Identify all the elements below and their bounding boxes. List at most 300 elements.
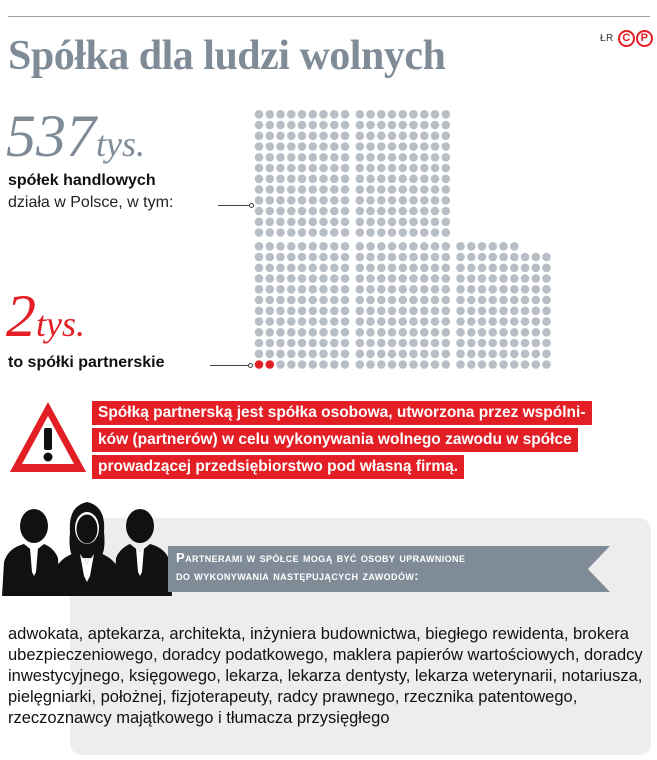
company-dot xyxy=(532,253,541,262)
company-dot xyxy=(431,110,440,119)
company-dot xyxy=(341,153,350,162)
company-dot xyxy=(388,285,397,294)
company-dot xyxy=(255,317,264,326)
company-dot xyxy=(266,317,275,326)
company-dot xyxy=(287,196,296,205)
company-dot xyxy=(356,242,365,251)
company-dot xyxy=(431,207,440,216)
professions-list: adwokata, aptekarza, architekta, inżyniera budownictwa, biegłego rewidenta, brokera ubezpieczeniowego, doradcy podatkowego, maklera papierów wartościowych, doradcy inwestycyjnego, księgowego, lekarza, lekarza dentysty, lekarza weterynarii, notariusza, pielęgniarki, położnej, fizjoterapeuty, radcy prawnego, rzecznika patentowego, rzeczoznawcy majątkowego i tłumacza przysięgłego xyxy=(8,625,643,727)
company-dot xyxy=(409,328,418,337)
company-dot xyxy=(521,285,530,294)
company-dot xyxy=(499,242,508,251)
company-dot xyxy=(319,296,328,305)
company-dot xyxy=(356,132,365,141)
company-dot xyxy=(356,328,365,337)
company-dot xyxy=(377,164,386,173)
company-dot xyxy=(388,274,397,283)
company-dot xyxy=(309,317,318,326)
company-dot xyxy=(499,350,508,359)
total-label-line1: spółek handlowych xyxy=(8,172,156,189)
company-dot xyxy=(499,264,508,273)
company-dot xyxy=(287,242,296,251)
company-dot xyxy=(521,307,530,316)
company-dot xyxy=(287,339,296,348)
company-dot xyxy=(266,350,275,359)
company-dot xyxy=(309,185,318,194)
company-dot xyxy=(255,207,264,216)
partner-dot xyxy=(266,360,275,369)
company-dot xyxy=(510,296,519,305)
company-dot xyxy=(399,264,408,273)
company-dot xyxy=(255,228,264,237)
company-dot xyxy=(399,253,408,262)
company-dot xyxy=(388,296,397,305)
company-dot xyxy=(377,196,386,205)
company-dot xyxy=(409,175,418,184)
company-dot xyxy=(431,153,440,162)
company-dot xyxy=(377,142,386,151)
company-dot xyxy=(510,264,519,273)
company-dot xyxy=(287,253,296,262)
company-dot xyxy=(377,339,386,348)
company-dot xyxy=(255,253,264,262)
company-dot xyxy=(377,110,386,119)
company-dot xyxy=(356,274,365,283)
company-dot xyxy=(330,121,339,130)
company-dot xyxy=(366,307,375,316)
company-dot xyxy=(287,132,296,141)
company-dot xyxy=(319,207,328,216)
company-dot xyxy=(510,253,519,262)
company-dot xyxy=(420,121,429,130)
company-dot xyxy=(489,339,498,348)
company-dot xyxy=(442,228,451,237)
partner-unit: tys. xyxy=(36,304,85,344)
company-dot xyxy=(319,350,328,359)
company-dot xyxy=(276,242,285,251)
company-dot xyxy=(319,285,328,294)
company-dot xyxy=(356,207,365,216)
company-dot xyxy=(542,253,551,262)
company-dot xyxy=(499,253,508,262)
company-dot xyxy=(319,142,328,151)
company-dot xyxy=(255,121,264,130)
company-dot xyxy=(521,296,530,305)
company-dot xyxy=(420,360,429,369)
company-dot xyxy=(356,360,365,369)
company-dot xyxy=(442,132,451,141)
company-dot xyxy=(442,328,451,337)
company-dot xyxy=(287,317,296,326)
partners-heading xyxy=(176,549,596,585)
company-dot xyxy=(356,296,365,305)
company-dot xyxy=(377,242,386,251)
company-dot xyxy=(287,264,296,273)
company-dot xyxy=(510,328,519,337)
company-dot xyxy=(341,328,350,337)
company-dot xyxy=(542,328,551,337)
company-dot xyxy=(420,317,429,326)
company-dot xyxy=(356,142,365,151)
company-dot xyxy=(276,317,285,326)
company-dot xyxy=(409,296,418,305)
company-dot xyxy=(276,350,285,359)
company-dot xyxy=(521,317,530,326)
company-dot xyxy=(366,228,375,237)
company-dot xyxy=(298,274,307,283)
company-dot xyxy=(442,218,451,227)
company-dot xyxy=(399,285,408,294)
company-dot xyxy=(341,350,350,359)
company-dot xyxy=(456,317,465,326)
company-dot xyxy=(388,196,397,205)
company-dot xyxy=(341,175,350,184)
company-dot xyxy=(442,196,451,205)
company-dot xyxy=(298,121,307,130)
company-dot xyxy=(442,307,451,316)
total-value: 537 xyxy=(6,103,96,169)
company-dot xyxy=(309,253,318,262)
company-dot xyxy=(409,121,418,130)
company-dot xyxy=(319,218,328,227)
company-dot xyxy=(399,307,408,316)
company-dot xyxy=(298,207,307,216)
company-dot xyxy=(478,296,487,305)
company-dot xyxy=(388,360,397,369)
company-dot xyxy=(467,328,476,337)
company-dot xyxy=(366,274,375,283)
company-dot xyxy=(276,307,285,316)
company-dot xyxy=(341,285,350,294)
company-dot xyxy=(356,164,365,173)
company-dot xyxy=(319,307,328,316)
company-dot xyxy=(330,164,339,173)
company-dot xyxy=(298,296,307,305)
company-dot xyxy=(366,142,375,151)
company-dot xyxy=(319,253,328,262)
company-dot xyxy=(266,153,275,162)
company-dot xyxy=(442,164,451,173)
company-dot xyxy=(366,175,375,184)
company-dot xyxy=(510,242,519,251)
company-dot xyxy=(442,185,451,194)
company-dot xyxy=(399,328,408,337)
company-dot xyxy=(366,360,375,369)
company-dot xyxy=(287,360,296,369)
company-dot xyxy=(431,253,440,262)
company-dot xyxy=(276,274,285,283)
company-dot xyxy=(388,242,397,251)
company-dot xyxy=(377,207,386,216)
company-dot xyxy=(442,110,451,119)
company-dot xyxy=(510,339,519,348)
company-dot xyxy=(341,360,350,369)
company-dot xyxy=(409,317,418,326)
company-dot xyxy=(409,242,418,251)
company-dot xyxy=(356,285,365,294)
company-dot xyxy=(431,175,440,184)
company-dot xyxy=(330,242,339,251)
company-dot xyxy=(330,360,339,369)
company-dot xyxy=(356,307,365,316)
company-dot xyxy=(377,228,386,237)
company-dot xyxy=(255,350,264,359)
company-dot xyxy=(431,328,440,337)
company-dot xyxy=(287,350,296,359)
company-dot xyxy=(456,274,465,283)
company-dot xyxy=(366,132,375,141)
company-dot xyxy=(420,228,429,237)
company-dot xyxy=(341,132,350,141)
company-dot xyxy=(442,317,451,326)
company-dot xyxy=(510,360,519,369)
company-dot xyxy=(298,253,307,262)
company-dot xyxy=(366,218,375,227)
company-dot xyxy=(377,317,386,326)
company-dot xyxy=(420,175,429,184)
company-dot xyxy=(330,307,339,316)
company-dot xyxy=(366,350,375,359)
company-dot xyxy=(489,307,498,316)
company-dot xyxy=(366,285,375,294)
company-dot xyxy=(309,242,318,251)
company-dot xyxy=(467,339,476,348)
company-dot xyxy=(431,285,440,294)
company-dot xyxy=(276,218,285,227)
company-dot xyxy=(521,328,530,337)
company-dot xyxy=(266,285,275,294)
company-dot xyxy=(298,164,307,173)
company-dot xyxy=(276,132,285,141)
company-dot xyxy=(456,339,465,348)
company-dot xyxy=(478,350,487,359)
company-dot xyxy=(467,253,476,262)
company-dot xyxy=(431,228,440,237)
company-dot xyxy=(409,274,418,283)
partners-heading-line2: do wykonywania następujących zawodów: xyxy=(176,568,419,583)
company-dot xyxy=(377,285,386,294)
company-dot xyxy=(255,307,264,316)
company-dot xyxy=(499,360,508,369)
company-dot xyxy=(499,328,508,337)
company-dot xyxy=(309,153,318,162)
company-dot xyxy=(388,317,397,326)
company-dot xyxy=(467,264,476,273)
company-dot xyxy=(341,196,350,205)
company-dot xyxy=(377,153,386,162)
company-dot xyxy=(399,110,408,119)
company-dot xyxy=(330,339,339,348)
company-dot xyxy=(399,218,408,227)
company-dot xyxy=(399,196,408,205)
company-dot xyxy=(442,274,451,283)
company-dot xyxy=(366,253,375,262)
company-dot xyxy=(478,253,487,262)
company-dot xyxy=(287,164,296,173)
company-dot xyxy=(319,121,328,130)
company-dot xyxy=(542,317,551,326)
company-dot xyxy=(255,274,264,283)
company-dot xyxy=(442,253,451,262)
company-dot xyxy=(399,207,408,216)
company-dot xyxy=(420,164,429,173)
company-dot xyxy=(409,185,418,194)
company-dot xyxy=(356,185,365,194)
company-dot xyxy=(319,360,328,369)
company-dot xyxy=(489,350,498,359)
company-dot xyxy=(442,142,451,151)
company-dot xyxy=(442,285,451,294)
company-dot xyxy=(431,264,440,273)
company-dot xyxy=(319,328,328,337)
company-dot xyxy=(456,285,465,294)
company-dot xyxy=(309,142,318,151)
company-dot xyxy=(366,296,375,305)
company-dot xyxy=(521,253,530,262)
company-dot xyxy=(266,164,275,173)
cp-logo: C P xyxy=(618,30,653,47)
company-dot xyxy=(298,350,307,359)
company-dot xyxy=(431,142,440,151)
company-dot xyxy=(298,339,307,348)
company-dot xyxy=(478,317,487,326)
company-dot xyxy=(388,153,397,162)
company-dot xyxy=(330,132,339,141)
company-dot xyxy=(388,339,397,348)
company-dot xyxy=(341,274,350,283)
company-dot xyxy=(341,164,350,173)
total-unit: tys. xyxy=(96,124,145,164)
company-dot xyxy=(399,274,408,283)
company-dot xyxy=(420,285,429,294)
company-dot xyxy=(388,350,397,359)
company-dot xyxy=(399,242,408,251)
company-dot xyxy=(366,196,375,205)
company-dot xyxy=(330,274,339,283)
company-dot xyxy=(399,164,408,173)
company-dot xyxy=(377,274,386,283)
company-dot xyxy=(478,285,487,294)
company-dot xyxy=(298,360,307,369)
company-dot xyxy=(309,307,318,316)
company-dot xyxy=(266,175,275,184)
company-dot xyxy=(309,164,318,173)
company-dot xyxy=(356,110,365,119)
company-dot xyxy=(298,264,307,273)
company-dot xyxy=(319,242,328,251)
company-dot xyxy=(499,285,508,294)
company-dot xyxy=(309,274,318,283)
company-dot xyxy=(521,339,530,348)
company-dot xyxy=(276,360,285,369)
company-dot xyxy=(287,218,296,227)
company-dot xyxy=(489,285,498,294)
partner-value: 2 xyxy=(6,283,36,349)
company-dot xyxy=(266,339,275,348)
company-dot xyxy=(420,242,429,251)
company-dot xyxy=(442,339,451,348)
company-dot xyxy=(298,196,307,205)
company-dot xyxy=(287,285,296,294)
company-dot xyxy=(467,285,476,294)
company-dot xyxy=(532,317,541,326)
company-dot xyxy=(366,185,375,194)
company-dot xyxy=(298,328,307,337)
company-dot xyxy=(356,339,365,348)
company-dot xyxy=(420,307,429,316)
company-dot xyxy=(542,307,551,316)
company-dot xyxy=(330,110,339,119)
company-dot xyxy=(276,153,285,162)
company-dot xyxy=(431,196,440,205)
company-dot xyxy=(276,175,285,184)
company-dot xyxy=(510,285,519,294)
company-dot xyxy=(420,350,429,359)
company-dot xyxy=(542,264,551,273)
company-dot xyxy=(356,121,365,130)
company-dot xyxy=(276,185,285,194)
company-dot xyxy=(431,307,440,316)
company-dot xyxy=(276,121,285,130)
company-dot xyxy=(255,153,264,162)
company-dot xyxy=(420,218,429,227)
company-dot xyxy=(276,328,285,337)
company-dot xyxy=(298,110,307,119)
company-dot xyxy=(532,360,541,369)
company-dot xyxy=(499,296,508,305)
company-dot xyxy=(510,274,519,283)
company-dot xyxy=(442,360,451,369)
company-dot xyxy=(489,274,498,283)
company-dot xyxy=(542,296,551,305)
company-dot xyxy=(442,242,451,251)
company-dot xyxy=(356,317,365,326)
company-dot xyxy=(431,296,440,305)
company-dot xyxy=(399,228,408,237)
company-dot xyxy=(330,350,339,359)
company-dot xyxy=(356,253,365,262)
company-dot xyxy=(399,360,408,369)
company-dot xyxy=(377,360,386,369)
page-title: Spółka dla ludzi wolnych xyxy=(8,33,446,79)
company-dot xyxy=(431,242,440,251)
company-dot xyxy=(255,296,264,305)
company-dot xyxy=(341,317,350,326)
company-dot xyxy=(341,110,350,119)
company-dot xyxy=(399,121,408,130)
company-dot xyxy=(542,274,551,283)
company-dot xyxy=(266,242,275,251)
company-dot xyxy=(532,296,541,305)
company-dot xyxy=(399,350,408,359)
company-dot xyxy=(521,360,530,369)
company-dot xyxy=(309,350,318,359)
company-dot xyxy=(287,153,296,162)
company-dot xyxy=(341,307,350,316)
company-dot xyxy=(489,328,498,337)
company-dot xyxy=(298,153,307,162)
company-dot xyxy=(377,328,386,337)
company-dot xyxy=(309,328,318,337)
company-dot xyxy=(409,142,418,151)
company-dot xyxy=(399,185,408,194)
company-dot xyxy=(409,253,418,262)
company-dot xyxy=(478,264,487,273)
company-dot xyxy=(341,218,350,227)
company-dot xyxy=(276,264,285,273)
company-dot xyxy=(366,328,375,337)
company-dot xyxy=(377,132,386,141)
